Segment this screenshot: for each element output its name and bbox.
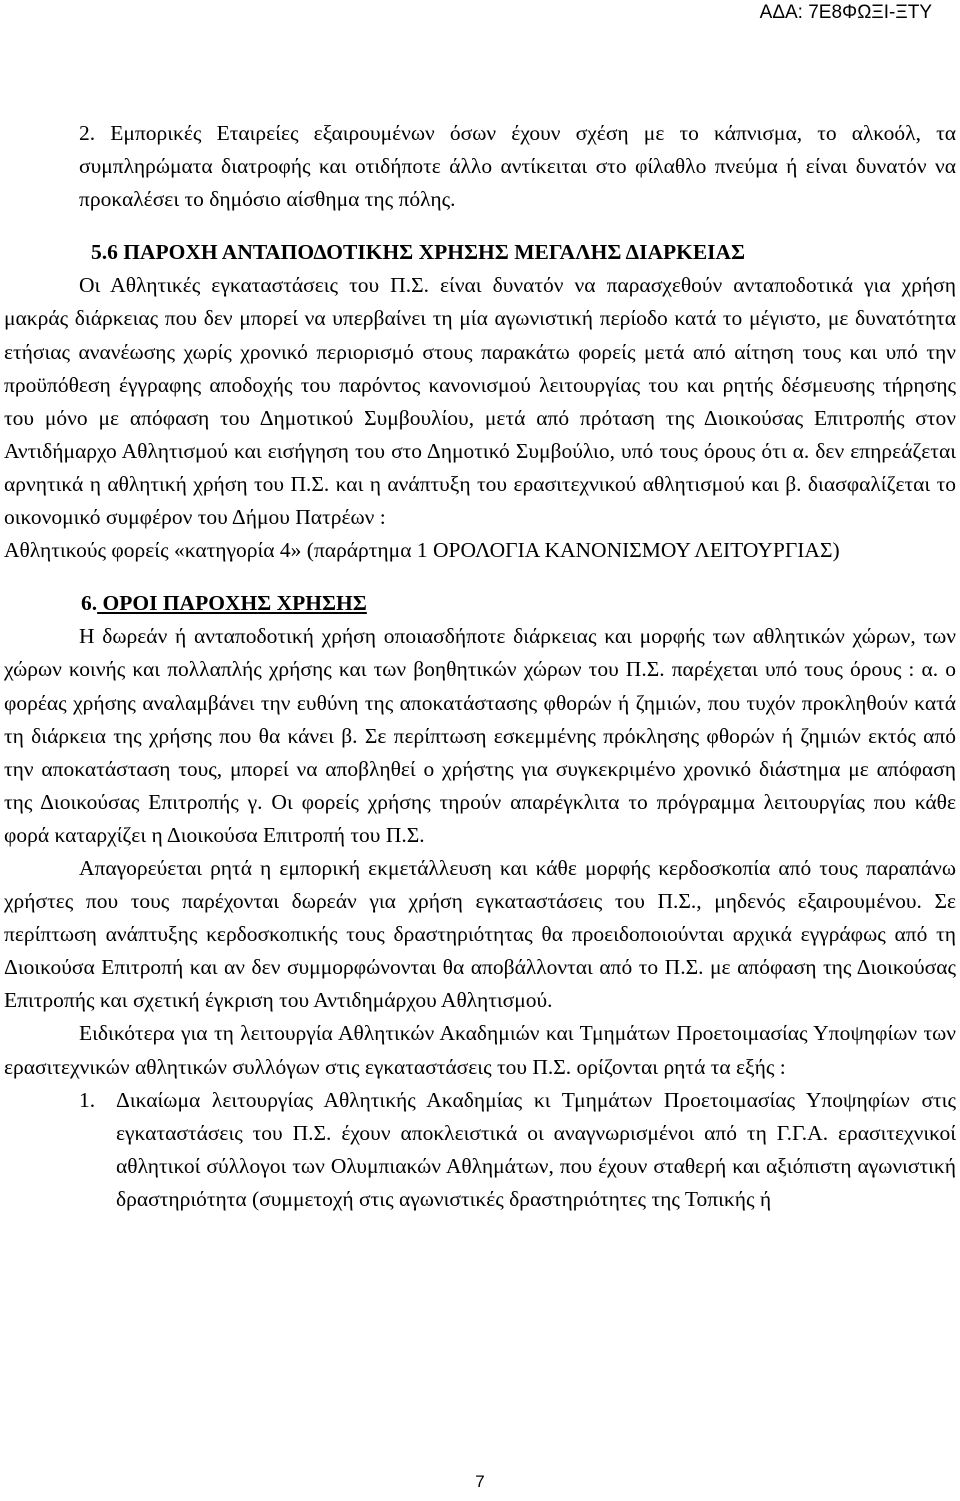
ada-identifier: ΑΔΑ: 7Ε8ΦΩΞΙ-ΞΤΥ xyxy=(759,2,932,23)
section-5-6-title: ΠΑΡΟΧΗ ΑΝΤΑΠΟΔΟΤΙΚΗΣ ΧΡΗΣΗΣ ΜΕΓΑΛΗΣ ΔΙΑΡΚΕΙΑΣ xyxy=(117,240,746,265)
section-5-6-heading xyxy=(4,236,956,269)
page-number: 7 xyxy=(475,1472,485,1491)
section-6-title: ΟΡΟΙ ΠΑΡΟΧΗΣ ΧΡΗΣΗΣ xyxy=(97,591,367,616)
section-5-6-number: 5.6 xyxy=(91,240,118,265)
section-6-paragraph-1: Η δωρεάν ή ανταποδοτική χρήση οποιασδήποτε διάρκειας και μορφής των αθλητικών χώρων, των χώρων κοινής και πολλαπλής χρήσης και των βοηθητικών χώρων του Π.Σ. παρέχεται υπό τους όρους : α. ο φορέας χρήσης αναλαμβάνει την ευθύνη της αποκατάστασης φθορών ή ζημιών, που τυχόν προκληθούν κατά τη διάρκεια της χρήσης που θα κάνει β. Σε περίπτωση εσκεμμένης πρόκλησης φθορών ή ζημιών εκτός από την αποκατάσταση τους, μπορεί να αποβληθεί ο χρήστης για συγκεκριμένο χρονικό διάστημα με απόφαση της Διοικούσας Επιτροπής γ. Οι φορείς χρήσης τηρούν απαρέγκλιτα το πρόγραμμα λειτουργίας που κάθε φορά καταρχίζει η Διοικούσα Επιτροπή του Π.Σ. xyxy=(4,624,956,847)
section-5-6-body: Οι Αθλητικές εγκαταστάσεις του Π.Σ. είναι δυνατόν να παρασχεθούν ανταποδοτικά για χρήση μακράς διάρκειας που δεν μπορεί να υπερβαίνει τη μία αγωνιστική περίοδο κατά το μέγιστο, με δυνατότητα ετήσιας ανανέωσης χωρίς χρονικό περιορισμό στους παρακάτω φορείς μετά από αίτηση τους και υπό την προϋπόθεση έγγραφης αποδοχής του παρόντος κανονισμού λειτουργίας του και ρητής δέσμευσης τήρησης του μόνο με απόφαση του Δημοτικού Συμβουλίου, μετά από πρόταση της Διοικούσας Επιτροπής στον Αντιδήμαρχο Αθλητισμού και εισήγηση του στο Δημοτικό Συμβούλιο, υπό τους όρους ότι α. δεν επηρεάζεται αρνητικά η αθλητική χρήση του Π.Σ. και η ανάπτυξη του ερασιτεχνικού αθλητισμού και β. διασφαλίζεται το οικονομικό συμφέρον του Δήμου Πατρέων : xyxy=(4,273,956,530)
document-body xyxy=(4,117,956,1216)
list-item-text: Δικαίωμα λειτουργίας Αθλητικής Ακαδημίας κι Τμημάτων Προετοιμασίας Υποψηφίων στις εγκαταστάσεις του Π.Σ. έχουν αποκλειστικά οι αναγνωρισμένοι από τη Γ.Γ.Α. ερασιτεχνικοί αθλητικοί σύλλογοι των Ολυμπιακών Αθλημάτων, που έχουν σταθερή και αξιόπιστη αγωνιστική δραστηριότητα (συμμετοχή στις αγωνιστικές δραστηριότητες της Τοπικής ή xyxy=(116,1087,956,1211)
list-item xyxy=(4,1084,956,1216)
item-2-paragraph: 2. Εμπορικές Εταιρείες εξαιρουμένων όσων έχουν σχέση με το κάπνισμα, το αλκοόλ, τα συμπληρώματα διατροφής και οτιδήποτε άλλο αντίκειται στο φίλαθλο πνεύμα ή είναι δυνατόν να προκαλέσει το δημόσιο αίσθημα της πόλης. xyxy=(79,121,956,212)
section-6-number: 6. xyxy=(81,591,98,616)
section-6-heading xyxy=(4,587,956,620)
list-item-number: 1. xyxy=(79,1087,96,1112)
section-6-paragraph-2: Απαγορεύεται ρητά η εμπορική εκμετάλλευση και κάθε μορφής κερδοσκοπία από τους παραπάνω χρήστες που τους παρέχονται δωρεάν για χρήση εγκαταστάσεις του Π.Σ., μηδενός εξαιρουμένου. Σε περίπτωση ανάπτυξης κερδοσκοπικής τους δραστηριότητας θα προειδοποιούνται αρχικά εγγράφως από τη Διοικούσα Επιτροπή και αν δεν συμμορφώνονται θα αποβάλλονται από το Π.Σ. με απόφαση της Διοικούσας Επιτροπής και σχετική έγκριση του Αντιδημάρχου Αθλητισμού. xyxy=(4,855,956,1013)
section-5-6-categories: Αθλητικούς φορείς «κατηγορία 4» (παράρτημα 1 ΟΡΟΛΟΓΙΑ ΚΑΝΟΝΙΣΜΟΥ ΛΕΙΤΟΥΡΓΙΑΣ) xyxy=(4,538,840,563)
section-6-list xyxy=(4,1084,956,1216)
section-6-paragraph-3: Ειδικότερα για τη λειτουργία Αθλητικών Ακαδημιών και Τμημάτων Προετοιμασίας Υποψηφίων των ερασιτεχνικών αθλητικών συλλόγων στις εγκαταστάσεις του Π.Σ. ορίζονται ρητά τα εξής : xyxy=(4,1021,956,1079)
